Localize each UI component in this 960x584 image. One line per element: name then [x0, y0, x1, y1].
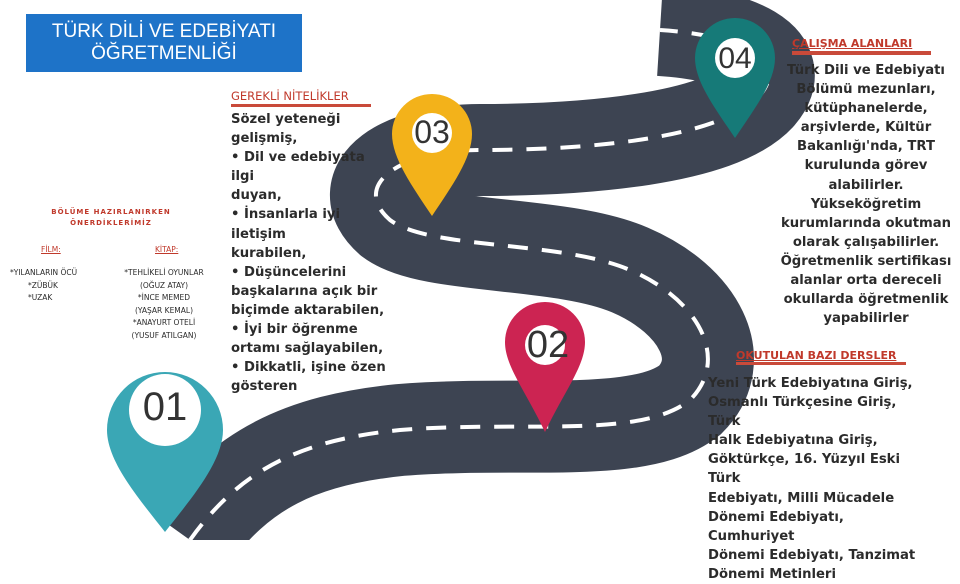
work-areas-heading: ÇALIŞMA ALANLARI	[792, 37, 913, 50]
list-item: *TEHLİKELİ OYUNLAR	[124, 268, 204, 277]
list-item: (OĞUZ ATAY)	[139, 280, 189, 290]
list-item: *ANAYURT OTELİ	[132, 318, 196, 327]
list-item: *YILANLARIN ÖCÜ	[10, 268, 78, 277]
book-list	[112, 267, 216, 342]
qualifications-text: Sözel yeteneği gelişmiş, • Dil ve edebiyata ilgi duyan, • İnsanlarla iyi iletişim kurabilen, • Düşüncelerini başkalarına açık bir biçimde aktarabilen, • İyi bir öğrenme ortamı sağlayabilen, • Dikkatli, işine özen gösteren	[231, 112, 386, 395]
recommendations-heading: BÖLÜME HAZIRLANIRKEN ÖNERDİKLERİMİZ	[51, 208, 171, 227]
courses-text: Yeni Türk Edebiyatına Giriş, Osmanlı Türkçesine Giriş, Türk Halk Edebiyatına Giriş, Göktürkçe, 16. Yüzyıl Eski Türk Edebiyatı, Milli Mücadele Dönemi Edebiyatı, Cumhuriyet Dönemi Edebiyatı, Tanzimat Dönemi Metinleri	[708, 376, 916, 582]
work-areas-text: Türk Dili ve Edebiyatı Bölümü mezunları, kütüphanelerde, arşivlerde, Kültür Bakanlığı'nda, TRT kurulunda görev alabilirler. Yükseköğretim kurumlarında okutman olarak çalışabilirler. Öğretmenlik sertifikası alanlar orta dereceli okullarda öğretmenlik yapabilirler	[780, 63, 952, 327]
pin-03-number: 03	[414, 114, 450, 150]
courses-underline	[736, 362, 906, 365]
work-areas-underline	[792, 51, 931, 55]
courses-heading: OKUTULAN BAZI DERSLER	[736, 349, 897, 362]
pin-04-number: 04	[718, 42, 752, 75]
qualifications-heading: GEREKLİ NİTELİKLER	[231, 89, 349, 103]
title-banner	[26, 14, 302, 72]
list-item: (YUSUF ATILGAN)	[131, 330, 197, 340]
list-item: *İNCE MEMED	[137, 293, 191, 302]
list-item: (YAŞAR KEMAL)	[134, 305, 194, 315]
film-label: FİLM:	[41, 245, 61, 254]
book-label: KİTAP:	[155, 245, 179, 254]
pin-01-number: 01	[142, 385, 188, 429]
list-item: *UZAK	[28, 293, 53, 302]
qualifications-underline	[231, 104, 371, 107]
page-title: TÜRK DİLİ VE EDEBİYATI ÖĞRETMENLİĞİ	[51, 21, 277, 64]
film-list	[10, 267, 110, 305]
list-item: *ZÜBÜK	[28, 280, 58, 290]
pin-02-number: 02	[526, 324, 570, 366]
